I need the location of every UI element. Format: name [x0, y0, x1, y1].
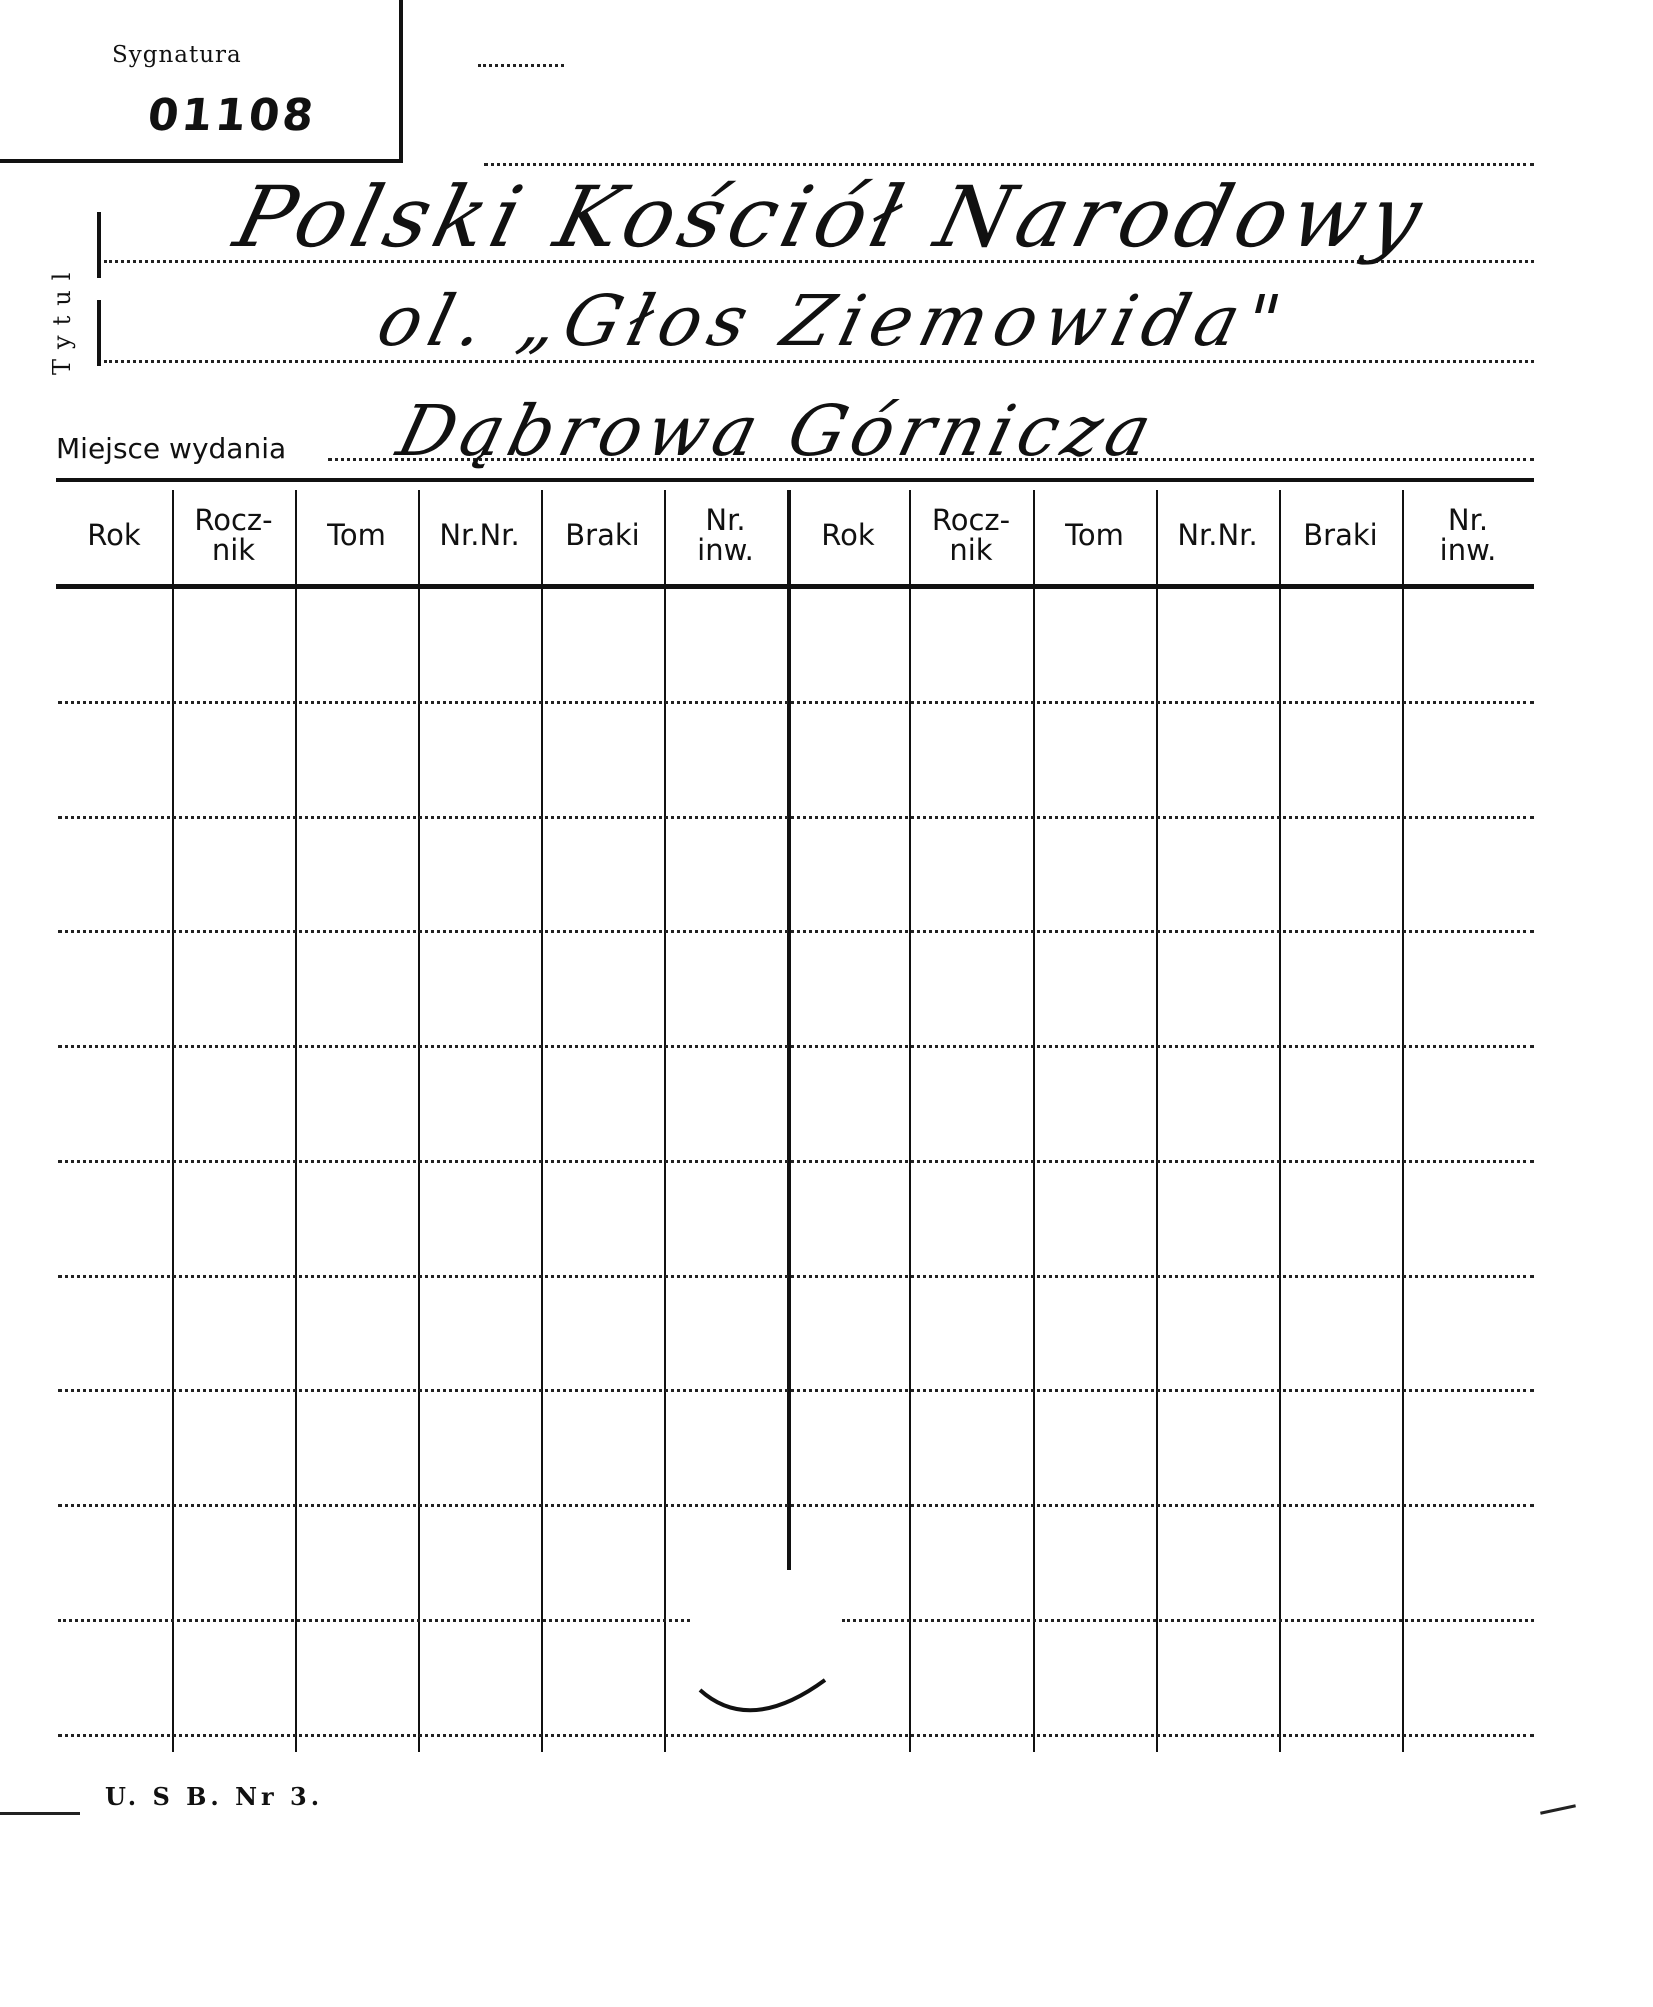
- header-tom-1: Tom: [327, 518, 386, 552]
- table-row-line: [58, 1389, 1534, 1392]
- place-handwritten-value: Dąbrowa Górnicza: [389, 390, 1166, 472]
- table-row-line: [58, 1275, 1534, 1278]
- header-braki-1: Braki: [565, 518, 640, 552]
- header-rocznik-2: Rocz- nik: [931, 503, 1011, 567]
- signature-value: 01108: [145, 90, 319, 141]
- place-label: Miejsce wydania: [56, 432, 287, 465]
- header-rocznik-1: Rocz- nik: [194, 503, 273, 567]
- column-divider: [1279, 490, 1281, 1752]
- punch-hole-arc: [690, 1660, 840, 1740]
- table-row-line: [58, 1504, 1534, 1507]
- header-rok-2: Rok: [821, 518, 875, 552]
- signature-label: Sygnatura: [112, 42, 242, 68]
- table-row-line: [58, 930, 1534, 933]
- header-nr-inw-1: Nr. inw.: [697, 503, 754, 567]
- header-tom-2: Tom: [1065, 518, 1124, 552]
- column-divider: [1402, 490, 1404, 1752]
- top-short-dotted-line: [478, 64, 564, 67]
- edge-stroke-right: [1540, 1804, 1576, 1814]
- center-column-divider: [787, 490, 791, 1570]
- column-divider: [664, 490, 666, 1752]
- table-row-line: [58, 1160, 1534, 1163]
- table-row-line: [58, 1619, 690, 1622]
- column-divider: [541, 490, 543, 1752]
- column-divider: [909, 490, 911, 1752]
- column-divider: [295, 490, 297, 1752]
- title-bracket-1: [97, 212, 101, 278]
- column-divider: [1033, 490, 1035, 1752]
- header-braki-2: Braki: [1303, 518, 1378, 552]
- header-rok-1: Rok: [87, 518, 141, 552]
- table-row-line: [842, 1619, 1534, 1622]
- title-handwritten-line-1: Polski Kościół Narodowy: [225, 168, 1437, 266]
- form-number: U. S B. Nr 3.: [105, 1782, 324, 1811]
- table-row-line: [58, 1045, 1534, 1048]
- header-nrnr-1: Nr.Nr.: [439, 518, 520, 552]
- column-divider: [1156, 490, 1158, 1752]
- title-handwritten-line-2: ol. „Głos Ziemowida": [369, 280, 1297, 362]
- top-dotted-line: [484, 163, 1534, 166]
- edge-stroke-left: [0, 1812, 80, 1815]
- table-row-line: [58, 701, 1534, 704]
- title-label: Tytul: [48, 262, 76, 375]
- table-header-rule: [56, 584, 1534, 589]
- title-bracket-2: [97, 300, 101, 366]
- column-divider: [172, 490, 174, 1752]
- table-top-rule: [56, 478, 1534, 482]
- header-nr-inw-2: Nr. inw.: [1439, 503, 1497, 567]
- table-row-line: [58, 816, 1534, 819]
- header-nrnr-2: Nr.Nr.: [1177, 518, 1258, 552]
- column-divider: [418, 490, 420, 1752]
